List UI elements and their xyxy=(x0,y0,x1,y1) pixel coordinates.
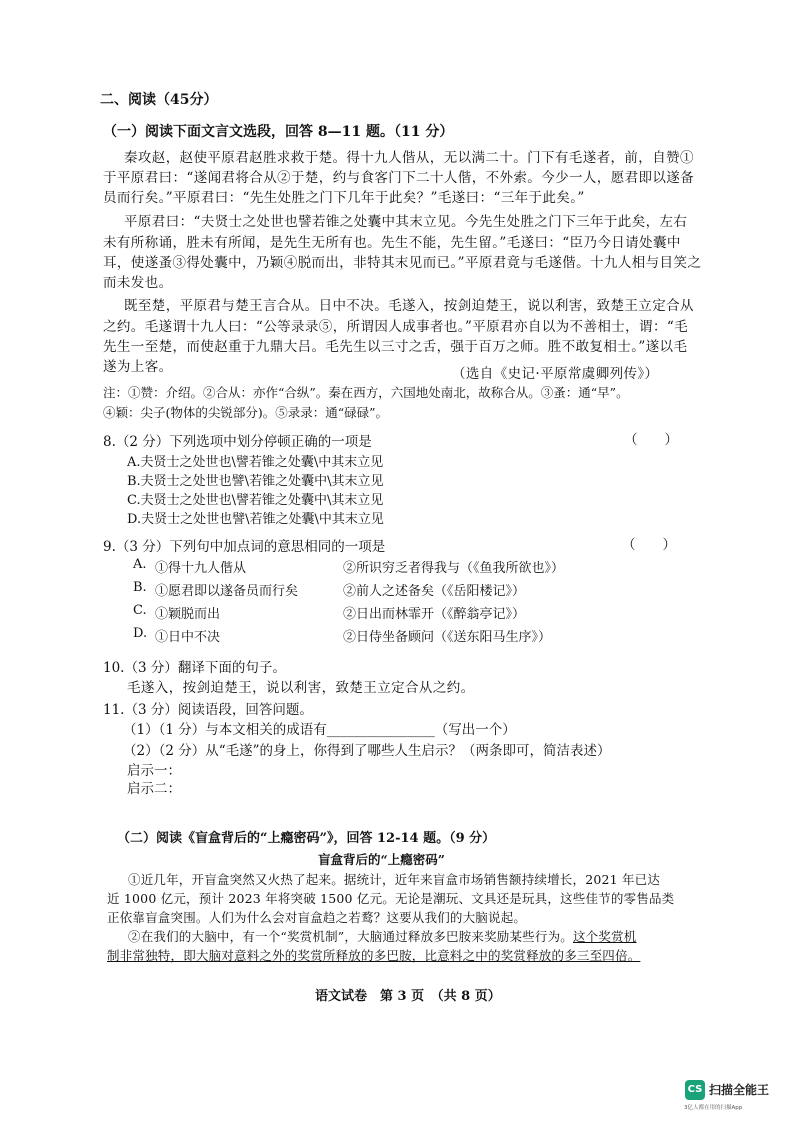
option-right: ②前人之述备矣（《岳阳楼记》） xyxy=(343,584,526,599)
part2-header: （二）阅读《盲盒背后的“上瘾密码”》，回答 12-14 题。（9 分） xyxy=(117,831,496,846)
passage-line: 而未发也。 xyxy=(103,275,173,291)
part1-header: （一）阅读下面文言文选段，回答 8—11 题。（11 分） xyxy=(103,124,454,140)
option-right: ②所识穷乏者得我与（《鱼我所欲也》） xyxy=(343,561,565,576)
article-line: 近 1000 亿元，预计 2023 年将突破 1500 亿元。无论是潮玩、文具还是玩具，这些佳节的零售品类 xyxy=(107,891,675,906)
question-11-stem: 11.（3 分）阅读语段，回答问题。 xyxy=(103,702,313,718)
option-letter: A. xyxy=(133,557,147,572)
option-right: ②日出而林霏开（《醉翁亭记》） xyxy=(343,607,526,622)
translation-sentence: 毛遂入，按剑迫楚王，说以利害，致楚王立定合从之约。 xyxy=(127,680,475,696)
article-line: ①近几年，开盲盒突然又火热了起来。据统计，近年来盲盒市场销售额持续增长，2021 年已达 xyxy=(128,872,661,887)
question-8-stem: 8.（2 分）下列选项中划分停顿正确的一项是 xyxy=(103,434,372,450)
passage-line: 之约。毛遂谓十九人曰：“公等录录⑤，所谓因人成事者也。”平原君亦自以为不善相士，谓：“毛 xyxy=(103,319,689,335)
annotation-note: ④颖：尖子(物体的尖锐部分)。⑤录录：通“碌碌”。 xyxy=(103,405,389,420)
underlined-text: 这个奖赏机 xyxy=(572,929,637,944)
option-letter: C. xyxy=(133,603,147,618)
watermark-name: 扫描全能王 xyxy=(709,1083,770,1097)
option-left: ①得十九人偕从 xyxy=(155,561,247,576)
option-left: ①愿君即以遂备员而行矣 xyxy=(155,584,299,599)
question-10-stem: 10.（3 分）翻译下面的句子。 xyxy=(103,660,286,676)
article-line: 正依靠盲盒突围。人们为什么会对盲盒趋之若鹜？这要从我们的大脑说起。 xyxy=(107,910,527,925)
passage-line: 秦攻赵，赵使平原君赵胜求救于楚。得十九人偕从，无以满二十。门下有毛遂者，前，自赞① xyxy=(124,150,694,166)
option-d: D.夫贤士之处世也譬\若锥之处囊\中其末立见 xyxy=(127,512,384,527)
answer-bracket: （ ） xyxy=(622,537,676,553)
passage-line: 耳，使遂蚤③得处囊中，乃颖④脱而出，非特其末见而已。”平原君竟与毛遂偕。十九人相与目笑之 xyxy=(103,255,702,271)
page-footer: 语文试卷 第 3 页 （共 8 页） xyxy=(315,989,501,1004)
annotation-note: 注：①赞：介绍。②合从：亦作“合纵”。秦在西方，六国地处南北，故称合从。③蚤：通“早”。 xyxy=(103,385,629,400)
passage-line: 员而行矣。”平原君曰：“先生处胜之门下几年于此矣？”毛遂曰：“三年于此矣。” xyxy=(103,190,585,206)
watermark-tagline: 3亿人都在用的扫描App xyxy=(684,1105,743,1111)
option-c: C.夫贤士之处世也\譬若锥之处囊中\其末立见 xyxy=(127,493,384,508)
answer-bracket: （ ） xyxy=(624,432,678,448)
section-title: 二、阅读（45分） xyxy=(100,92,218,108)
article-line xyxy=(128,927,637,945)
question-11-sub2: （2）（2 分）从“毛遂”的身上，你得到了哪些人生启示？（两条即可，简洁表述） xyxy=(123,743,611,759)
option-letter: D. xyxy=(133,626,148,641)
article-text: ②在我们的大脑中，有一个“奖赏机制”，大脑通过释放多巴胺来奖励某些行为。 xyxy=(128,929,573,944)
answer-hint: 启示一： xyxy=(127,763,181,779)
source-citation: （选自《史记·平原常虞卿列传》） xyxy=(452,366,659,382)
option-b: B.夫贤士之处世也譬\若锥之处囊中\其末立见 xyxy=(127,474,384,489)
passage-line: 遂为上客。 xyxy=(103,359,173,375)
article-title: 盲盒背后的“上瘾密码” xyxy=(318,852,445,867)
option-right: ②日侍坐备顾问（《送东阳马生序》） xyxy=(343,630,552,645)
passage-line: 于平原君曰：“遂闻君将合从②于楚，约与食客门下二十人偕，不外索。今少一人，愿君即以遂备 xyxy=(103,170,695,186)
question-11-sub1: （1）（1 分）与本文相关的成语有________________（写出一个） xyxy=(123,722,516,738)
option-a: A.夫贤士之处世也\譬若锥之处囊\中其末立见 xyxy=(127,455,384,470)
underlined-text: 制非常独特，即大脑对意料之外的奖赏所释放的多巴胺，比意料之中的奖赏释放的多三至四倍。 xyxy=(107,948,641,963)
camscanner-logo: CS xyxy=(685,1080,705,1100)
question-9-stem: 9.（3 分）下列句中加点词的意思相同的一项是 xyxy=(103,539,386,555)
passage-line: 先生一至楚，而使赵重于九鼎大吕。毛先生以三寸之舌，强于百万之师。胜不敢复相士。”遂以毛 xyxy=(103,339,688,355)
option-left: ①颖脱而出 xyxy=(155,607,221,622)
passage-line: 未有所称诵，胜未有所闻，是先生无所有也。先生不能，先生留。”毛遂曰：“臣乃今日请处囊中 xyxy=(103,235,681,251)
option-letter: B. xyxy=(133,580,147,595)
option-left: ①日中不决 xyxy=(155,630,221,645)
passage-line: 平原君曰：“夫贤士之处世也譬若锥之处囊中其末立见。今先生处胜之门下三年于此矣，左右 xyxy=(124,214,688,230)
passage-line: 既至楚，平原君与楚王言合从。日中不决。毛遂入，按剑迫楚王，说以利害，致楚王立定合从 xyxy=(124,298,694,314)
answer-hint: 启示二： xyxy=(127,781,181,797)
